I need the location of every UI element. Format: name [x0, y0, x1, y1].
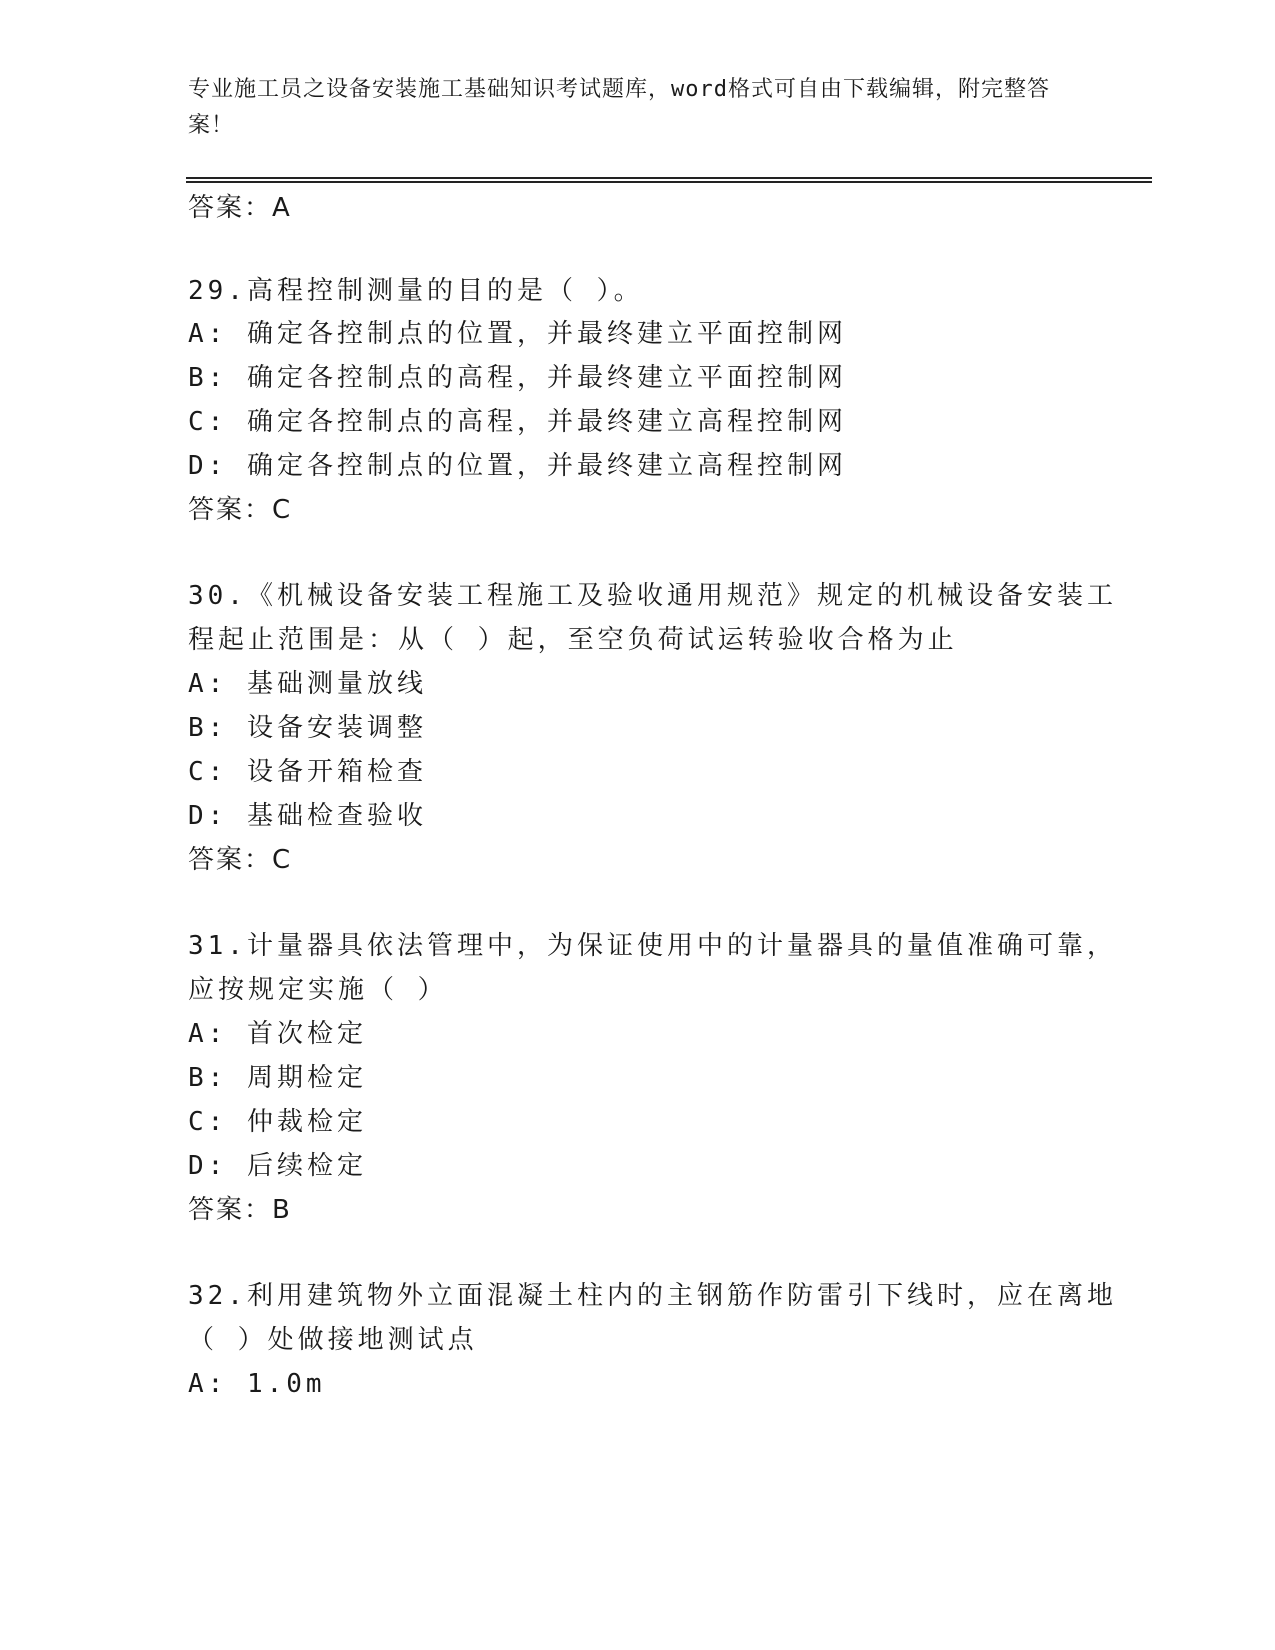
question-30-option-b: B: 设备安装调整 — [188, 713, 427, 743]
question-31-option-a: A: 首次检定 — [188, 1019, 367, 1049]
question-30-option-a: A: 基础测量放线 — [188, 669, 427, 699]
question-31-option-b: B: 周期检定 — [188, 1063, 367, 1093]
question-32-stem-line-2: （ ）处做接地测试点 — [188, 1325, 478, 1355]
question-30-answer: 答案：C — [188, 845, 293, 875]
question-31-stem-line-1: 31.计量器具依法管理中，为保证使用中的计量器具的量值准确可靠， — [188, 931, 1117, 961]
question-32-option-a: A: 1.0m — [188, 1369, 326, 1399]
question-29-option-a: A: 确定各控制点的位置，并最终建立平面控制网 — [188, 319, 847, 349]
header-divider-top — [186, 177, 1152, 179]
question-29-option-b: B: 确定各控制点的高程，并最终建立平面控制网 — [188, 363, 847, 393]
question-30-option-d: D: 基础检查验收 — [188, 801, 427, 831]
question-31-option-c: C: 仲裁检定 — [188, 1107, 367, 1137]
question-31-answer: 答案：B — [188, 1195, 292, 1225]
document-header: 专业施工员之设备安装施工基础知识考试题库，word格式可自由下载编辑，附完整答案！ — [188, 77, 1050, 138]
header-divider-bottom — [186, 181, 1152, 183]
question-29-answer: 答案：C — [188, 495, 293, 525]
question-29-option-d: D: 确定各控制点的位置，并最终建立高程控制网 — [188, 451, 847, 481]
question-30-stem-line-2: 程起止范围是：从（ ）起，至空负荷试运转验收合格为止 — [188, 625, 958, 655]
question-31-option-d: D: 后续检定 — [188, 1151, 367, 1181]
question-32-stem-line-1: 32.利用建筑物外立面混凝土柱内的主钢筋作防雷引下线时，应在离地 — [188, 1281, 1117, 1311]
question-30-stem-line-1: 30.《机械设备安装工程施工及验收通用规范》规定的机械设备安装工 — [188, 581, 1117, 611]
question-31-stem-line-2: 应按规定实施（ ） — [188, 975, 448, 1005]
question-29-stem: 29.高程控制测量的目的是（ ）。 — [188, 276, 644, 306]
question-30-option-c: C: 设备开箱检查 — [188, 757, 427, 787]
question-29-option-c: C: 确定各控制点的高程，并最终建立高程控制网 — [188, 407, 847, 437]
previous-answer: 答案：A — [188, 193, 292, 223]
